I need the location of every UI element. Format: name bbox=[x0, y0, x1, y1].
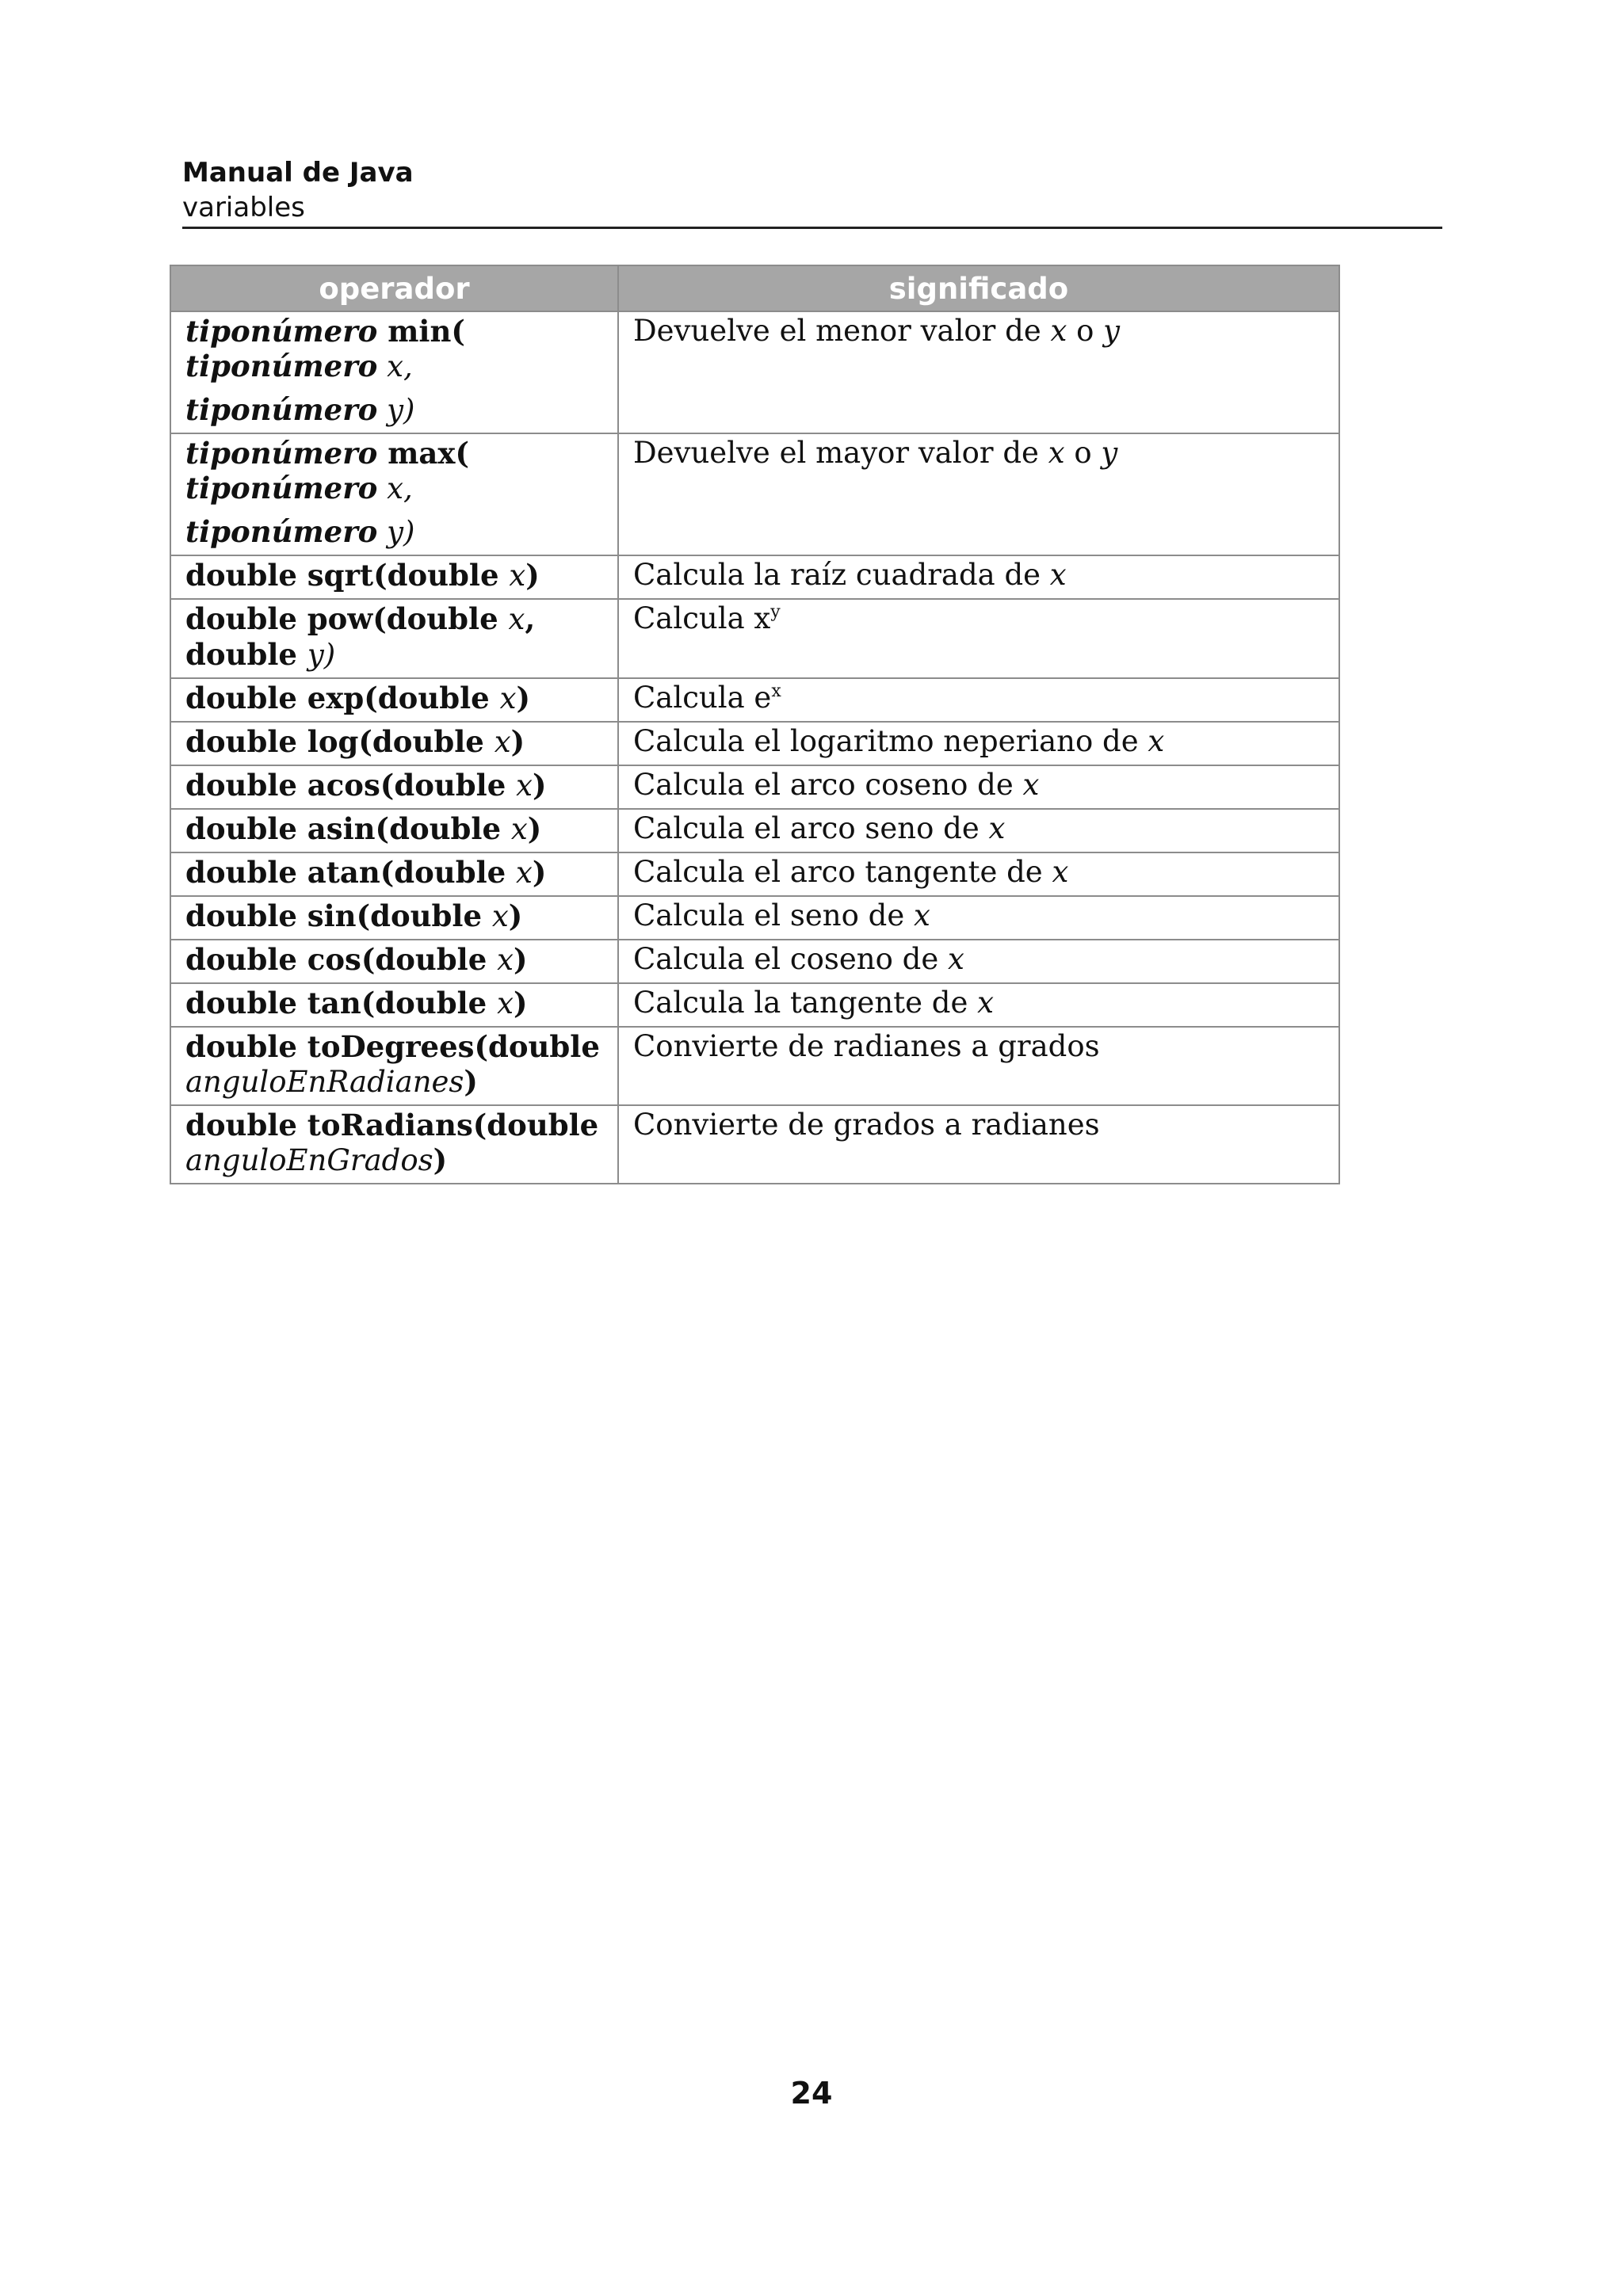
table-header-row bbox=[170, 265, 1339, 311]
desc-var: x bbox=[914, 898, 930, 933]
header-subtitle: variables bbox=[182, 192, 305, 223]
desc-text: Calcula el arco tangente de bbox=[633, 855, 1052, 889]
desc-text: Convierte de grados a radianes bbox=[633, 1108, 1100, 1142]
table-row bbox=[170, 1105, 1339, 1184]
op-param: y) bbox=[377, 515, 415, 549]
desc-text: Calcula la raíz cuadrada de bbox=[633, 558, 1050, 592]
header-title: Manual de Java bbox=[182, 157, 414, 189]
desc-text: Calcula e bbox=[633, 681, 772, 715]
operator-cell bbox=[170, 311, 618, 433]
description-cell bbox=[618, 765, 1339, 809]
desc-var: x bbox=[1050, 314, 1067, 348]
description-cell bbox=[618, 896, 1339, 940]
op-param: x bbox=[497, 943, 514, 977]
desc-var: y bbox=[1103, 314, 1121, 348]
op-text: tiponúmero bbox=[185, 349, 378, 383]
description-cell bbox=[618, 809, 1339, 852]
op-text: ) bbox=[533, 768, 547, 803]
op-text: max( bbox=[377, 436, 469, 471]
desc-text: Calcula la tangente de bbox=[633, 986, 978, 1020]
op-text: ) bbox=[532, 855, 547, 890]
description-cell bbox=[618, 678, 1339, 722]
description-cell bbox=[618, 555, 1339, 599]
op-text: tiponúmero bbox=[185, 514, 378, 549]
op-param: anguloEnGrados bbox=[185, 1143, 433, 1177]
description-cell bbox=[618, 1027, 1339, 1105]
op-text: double toDegrees(double bbox=[185, 1029, 600, 1064]
desc-text: Calcula x bbox=[633, 601, 771, 635]
operator-cell bbox=[170, 765, 618, 809]
desc-var: x bbox=[1022, 768, 1040, 802]
op-text: ) bbox=[464, 1064, 478, 1099]
operator-cell bbox=[170, 599, 618, 678]
op-text: double acos(double bbox=[185, 768, 517, 803]
operator-cell bbox=[170, 1105, 618, 1184]
op-param: anguloEnRadianes bbox=[185, 1065, 464, 1099]
description-cell bbox=[618, 1105, 1339, 1184]
desc-text: Calcula el arco seno de bbox=[633, 811, 989, 845]
description-cell bbox=[618, 852, 1339, 896]
desc-var: x bbox=[1049, 558, 1067, 592]
desc-text: Calcula el logaritmo neperiano de bbox=[633, 724, 1148, 758]
column-header-significado: significado bbox=[618, 265, 1339, 311]
desc-text: Calcula el seno de bbox=[633, 898, 914, 933]
description-cell bbox=[618, 433, 1339, 555]
op-text: double sqrt(double bbox=[185, 558, 510, 593]
op-text: tiponúmero bbox=[185, 314, 378, 349]
op-param: x bbox=[508, 602, 525, 636]
operator-cell bbox=[170, 940, 618, 983]
op-text: double exp(double bbox=[185, 681, 500, 715]
op-text: ) bbox=[514, 942, 528, 977]
op-text: tiponúmero bbox=[185, 471, 378, 505]
desc-var: x bbox=[1052, 855, 1069, 889]
table-row bbox=[170, 896, 1339, 940]
description-cell bbox=[618, 311, 1339, 433]
table-row bbox=[170, 983, 1339, 1027]
op-text: ) bbox=[510, 724, 525, 759]
op-param: x bbox=[516, 856, 533, 890]
table-row bbox=[170, 1027, 1339, 1105]
op-text: ) bbox=[433, 1142, 448, 1177]
op-param: x bbox=[491, 899, 509, 933]
header-divider bbox=[182, 227, 1442, 229]
op-param: x bbox=[494, 725, 511, 759]
op-text: double sin(double bbox=[185, 898, 492, 933]
op-text: ) bbox=[513, 986, 528, 1020]
desc-superscript: x bbox=[771, 681, 781, 701]
operator-cell bbox=[170, 983, 618, 1027]
operator-cell bbox=[170, 852, 618, 896]
operator-cell bbox=[170, 896, 618, 940]
op-text: double tan(double bbox=[185, 986, 498, 1020]
desc-superscript: y bbox=[770, 602, 781, 622]
table-row bbox=[170, 599, 1339, 678]
desc-var: x bbox=[977, 986, 994, 1020]
op-text: double atan(double bbox=[185, 855, 517, 890]
op-text: double cos(double bbox=[185, 942, 498, 977]
op-param: x bbox=[499, 681, 517, 715]
desc-var: x bbox=[988, 811, 1006, 845]
op-text: ) bbox=[516, 681, 530, 715]
desc-var: y bbox=[1101, 436, 1118, 470]
op-text: min( bbox=[377, 314, 465, 349]
operator-cell bbox=[170, 809, 618, 852]
table-row bbox=[170, 433, 1339, 555]
desc-var: x bbox=[1048, 436, 1065, 470]
op-param: x bbox=[516, 769, 533, 803]
op-text: double toRadians(double bbox=[185, 1108, 599, 1142]
op-param: x bbox=[509, 559, 526, 593]
operator-cell bbox=[170, 433, 618, 555]
desc-text: o bbox=[1067, 314, 1104, 348]
table-row bbox=[170, 765, 1339, 809]
table-row bbox=[170, 852, 1339, 896]
operator-cell bbox=[170, 555, 618, 599]
op-text: double log(double bbox=[185, 724, 495, 759]
op-param: y) bbox=[377, 393, 415, 427]
op-text: ) bbox=[508, 898, 523, 933]
table-row bbox=[170, 940, 1339, 983]
desc-text: Calcula el arco coseno de bbox=[633, 768, 1023, 802]
desc-text: Devuelve el mayor valor de bbox=[633, 436, 1048, 470]
desc-text: o bbox=[1064, 436, 1102, 470]
op-text: ) bbox=[527, 811, 542, 846]
description-cell bbox=[618, 983, 1339, 1027]
op-text: double asin(double bbox=[185, 811, 511, 846]
desc-text: Calcula el coseno de bbox=[633, 942, 948, 976]
table-row bbox=[170, 311, 1339, 433]
desc-text: Devuelve el menor valor de bbox=[633, 314, 1051, 348]
page-number: 24 bbox=[790, 2076, 833, 2111]
table-row bbox=[170, 678, 1339, 722]
op-param: x, bbox=[377, 471, 413, 505]
op-param: x, bbox=[377, 349, 413, 383]
description-cell bbox=[618, 940, 1339, 983]
op-text: double pow(double bbox=[185, 601, 509, 636]
column-header-operador: operador bbox=[170, 265, 618, 311]
operator-cell bbox=[170, 1027, 618, 1105]
table-row bbox=[170, 809, 1339, 852]
table-row bbox=[170, 555, 1339, 599]
op-param: y) bbox=[307, 638, 336, 672]
description-cell bbox=[618, 722, 1339, 765]
op-param: x bbox=[497, 986, 514, 1020]
math-methods-table bbox=[170, 265, 1340, 1184]
desc-var: x bbox=[948, 942, 964, 976]
desc-text: Convierte de radianes a grados bbox=[633, 1029, 1100, 1063]
page-header bbox=[182, 155, 1442, 225]
op-param: x bbox=[510, 812, 528, 846]
op-text: tiponúmero bbox=[185, 436, 378, 471]
op-text: tiponúmero bbox=[185, 392, 378, 427]
op-text: , bbox=[525, 601, 536, 636]
operator-cell bbox=[170, 722, 618, 765]
op-text: ) bbox=[525, 558, 540, 593]
desc-var: x bbox=[1148, 724, 1165, 758]
op-text: double bbox=[185, 637, 307, 672]
operator-cell bbox=[170, 678, 618, 722]
description-cell bbox=[618, 599, 1339, 678]
table-row bbox=[170, 722, 1339, 765]
